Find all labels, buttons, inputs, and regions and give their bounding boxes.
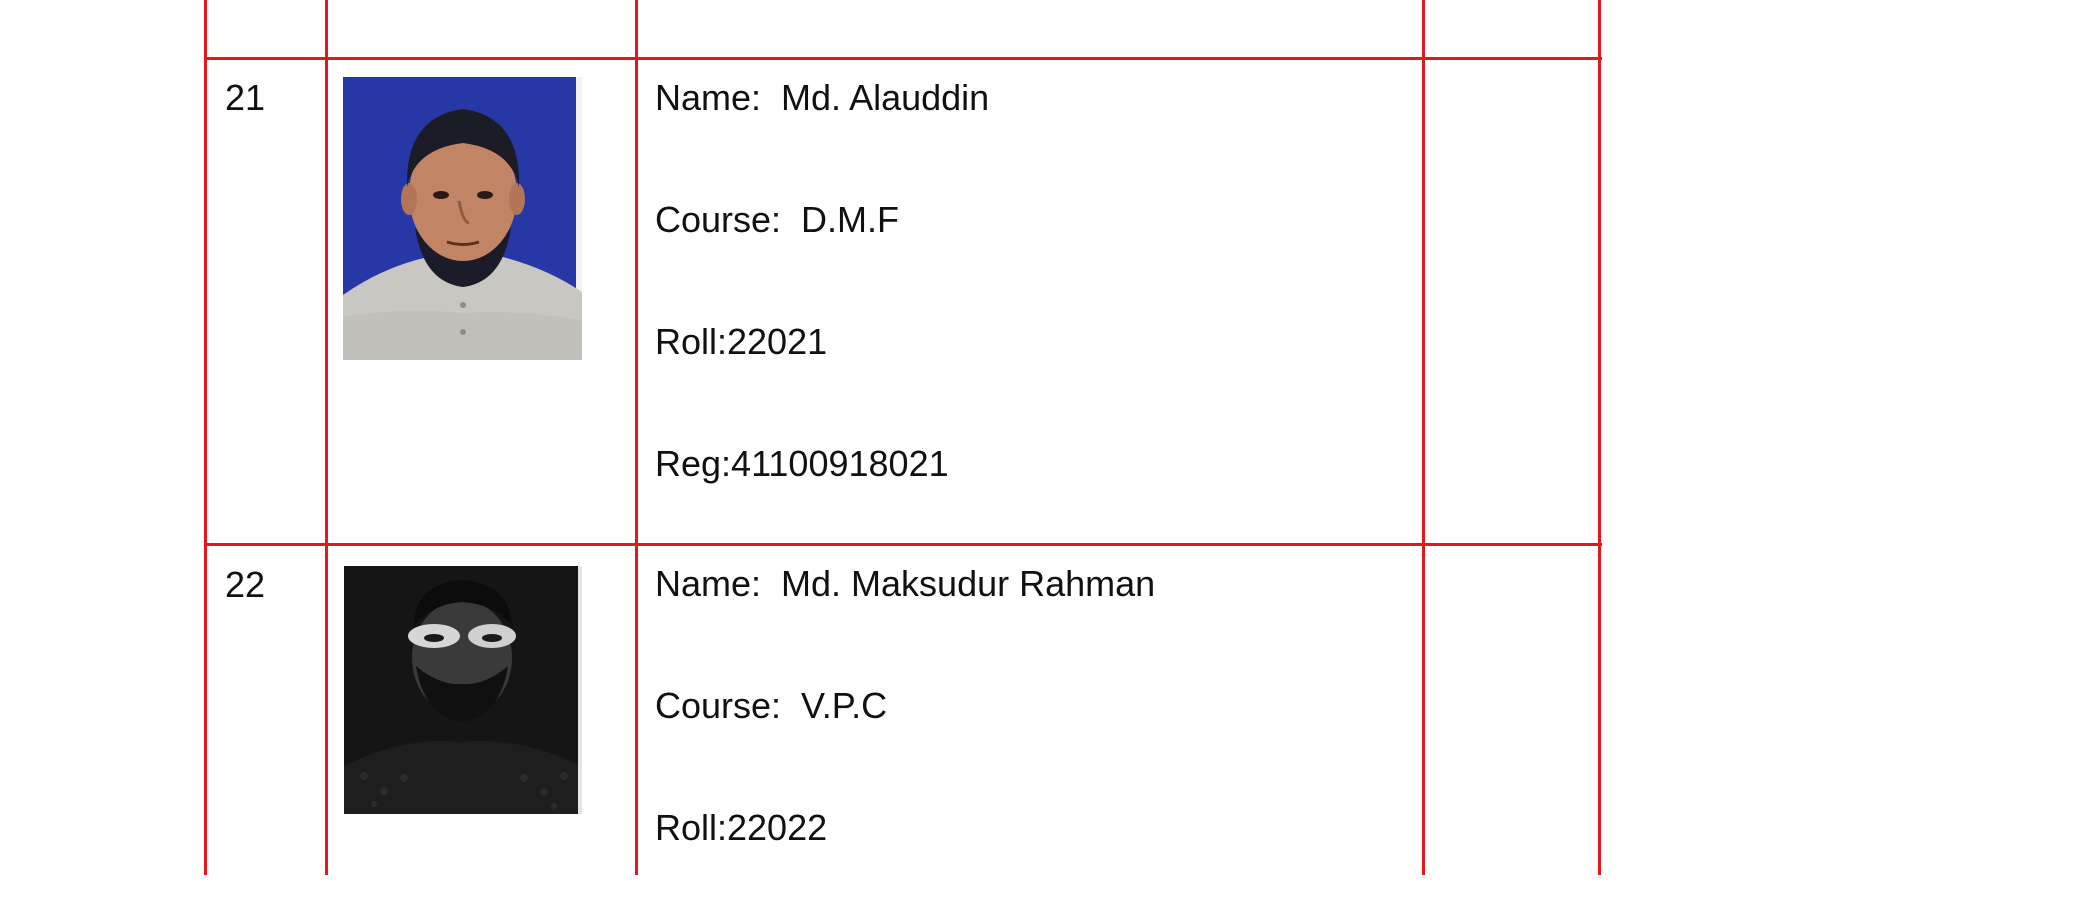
- table-column-border: [635, 0, 638, 875]
- table-column-border: [1598, 0, 1601, 875]
- serial-number: 22: [225, 564, 266, 605]
- student-course: Course: V.P.C: [655, 685, 888, 726]
- table-column-border: [1422, 0, 1425, 875]
- student-roll: Roll:22022: [655, 807, 828, 848]
- student-name: Name: Md. Alauddin: [655, 77, 990, 118]
- student-name: Name: Md. Maksudur Rahman: [655, 563, 1156, 604]
- student-registration: Reg:41100918021: [655, 443, 949, 484]
- table-column-border: [325, 0, 328, 875]
- student-photo: [343, 77, 582, 360]
- table-column-border: [204, 0, 207, 875]
- portrait-photo-black-and-white-icon: [344, 566, 582, 814]
- portrait-photo-blue-background-icon: [343, 77, 582, 360]
- student-course: Course: D.M.F: [655, 199, 900, 240]
- serial-number: 21: [225, 77, 266, 118]
- student-roll: Roll:22021: [655, 321, 828, 362]
- student-photo: [344, 566, 582, 814]
- table-row-border: [205, 57, 1602, 60]
- table-row-border: [205, 543, 1602, 546]
